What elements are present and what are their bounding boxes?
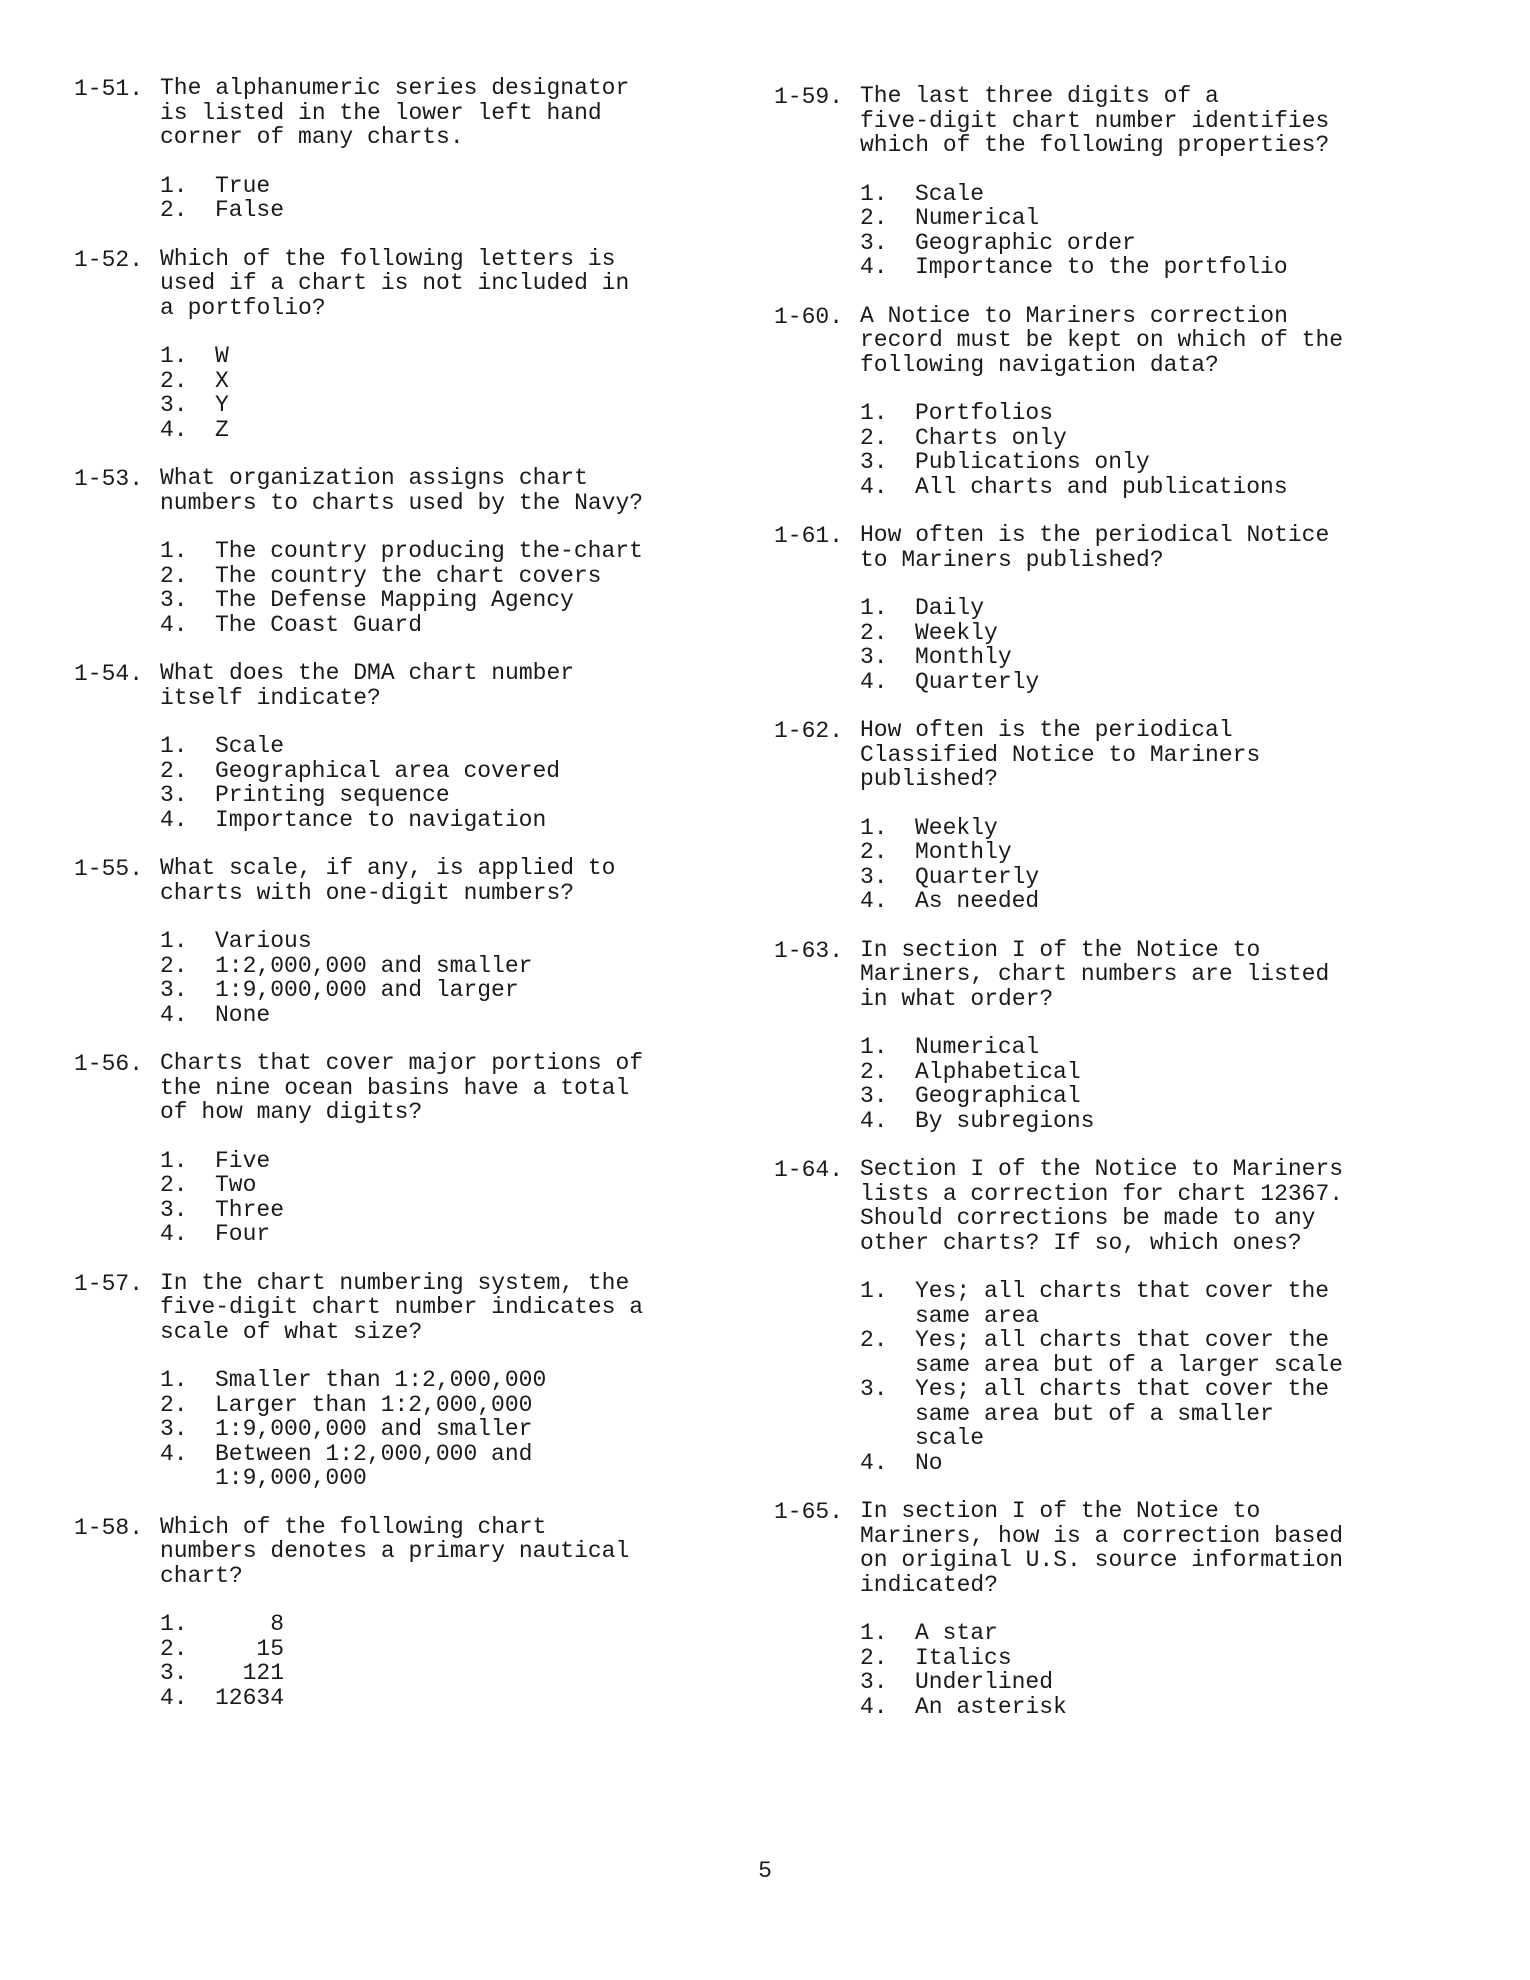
choice-number: 2. xyxy=(160,197,188,223)
choice-text: Charts only xyxy=(915,424,1067,451)
choice-number: 2. xyxy=(160,1635,188,1662)
choice-number: 3. xyxy=(160,587,188,613)
choice-number: 3. xyxy=(860,644,888,670)
choice-number: 2. xyxy=(860,205,888,231)
answer-choice xyxy=(160,1661,692,1686)
choice-number: 3. xyxy=(160,977,188,1003)
answer-choice xyxy=(860,1328,1392,1377)
choice-number: 1. xyxy=(860,1034,888,1060)
choice-text: Daily xyxy=(915,595,985,621)
choice-text: Geographic order xyxy=(915,229,1136,256)
choice-text: Geographical area covered xyxy=(215,757,561,784)
choice-number: 2. xyxy=(160,1172,188,1198)
choice-text: None xyxy=(215,1001,271,1028)
choice-number: 4. xyxy=(860,1107,888,1134)
answer-choices xyxy=(160,929,692,1027)
choice-text: Portfolios xyxy=(915,400,1054,426)
question-text: In section I of the Notice to Mariners, chart numbers are listed in what order? xyxy=(860,936,1330,1012)
choice-text: 12634 xyxy=(215,1684,285,1711)
choice-text: Printing sequence xyxy=(215,782,450,808)
choice-text: Geographical xyxy=(915,1083,1081,1109)
answer-choice xyxy=(860,816,1392,841)
answer-choice xyxy=(160,734,692,759)
answer-choice xyxy=(860,645,1392,670)
question-number: 1-65. xyxy=(774,1499,844,1525)
choice-text: An asterisk xyxy=(915,1693,1067,1720)
choice-text: Publications only xyxy=(915,449,1150,475)
left-column xyxy=(52,76,692,1734)
question-text: What scale, if any, is applied to charts with one-digit numbers? xyxy=(160,855,616,906)
answer-choice xyxy=(160,1173,692,1198)
answer-choice xyxy=(860,255,1392,280)
choice-number: 3. xyxy=(860,449,888,475)
choice-text: Yes; all charts that cover the same area but of a larger scale xyxy=(915,1327,1343,1378)
answer-choice xyxy=(160,1368,692,1393)
question xyxy=(752,304,1392,500)
answer-choice xyxy=(160,954,692,979)
choice-text: Four xyxy=(215,1221,271,1247)
choice-number: 1. xyxy=(160,172,188,199)
choice-text: The Defense Mapping Agency xyxy=(215,587,574,613)
question-text: Which of the following chart numbers denotes a primary nautical chart? xyxy=(160,1513,630,1589)
choice-text: Between 1:2,000,000 and 1:9,000,000 xyxy=(215,1440,533,1491)
choice-number: 2. xyxy=(860,424,888,451)
choice-text: 1:9,000,000 and smaller xyxy=(215,1416,533,1442)
choice-number: 4. xyxy=(160,611,188,638)
answer-choices xyxy=(160,1149,692,1247)
choice-number: 2. xyxy=(860,1327,888,1353)
choice-text: W xyxy=(215,343,229,369)
question xyxy=(752,938,1392,1134)
question-text: What organization assigns chart numbers to charts used by the Navy? xyxy=(160,465,644,516)
choice-number: 4. xyxy=(860,668,888,695)
answer-choice xyxy=(160,1149,692,1174)
choice-text: 8 xyxy=(215,1611,285,1637)
question-number: 1-54. xyxy=(74,661,144,687)
answer-choice xyxy=(860,889,1392,914)
answer-choice xyxy=(160,393,692,418)
choice-number: 4. xyxy=(860,473,888,500)
choice-number: 4. xyxy=(160,806,188,833)
answer-choice xyxy=(160,1417,692,1442)
question xyxy=(52,1051,692,1247)
answer-choice xyxy=(160,418,692,443)
choice-text: The Coast Guard xyxy=(215,611,423,638)
question-number: 1-61. xyxy=(774,523,844,549)
choice-number: 3. xyxy=(160,1416,188,1442)
question xyxy=(52,856,692,1027)
choice-number: 1. xyxy=(860,1620,888,1646)
question xyxy=(752,1499,1392,1719)
answer-choices xyxy=(160,174,692,223)
answer-choices xyxy=(860,182,1392,280)
answer-choice xyxy=(860,1109,1392,1134)
answer-choices xyxy=(860,816,1392,914)
question-number: 1-51. xyxy=(74,76,144,102)
answer-choice xyxy=(860,206,1392,231)
choice-text: Quarterly xyxy=(915,863,1040,890)
choice-number: 4. xyxy=(160,1440,188,1467)
choice-number: 1. xyxy=(160,1611,188,1637)
answer-choice xyxy=(160,564,692,589)
choice-text: Underlined xyxy=(915,1669,1054,1695)
answer-choice xyxy=(160,1003,692,1028)
answer-choices xyxy=(860,1035,1392,1133)
answer-choice xyxy=(860,1035,1392,1060)
choice-text: Z xyxy=(215,416,229,443)
choice-text: Weekly xyxy=(915,619,998,646)
answer-choice xyxy=(160,929,692,954)
question-text: In the chart numbering system, the five-digit chart number indicates a scale of what size? xyxy=(160,1269,644,1345)
choice-text: 121 xyxy=(215,1660,285,1686)
answer-choice xyxy=(860,450,1392,475)
question-text: How often is the periodical Notice to Mariners published? xyxy=(860,522,1330,573)
question-number: 1-62. xyxy=(774,718,844,744)
answer-choices xyxy=(160,734,692,832)
choice-number: 3. xyxy=(160,392,188,418)
answer-choice xyxy=(860,182,1392,207)
choice-number: 1. xyxy=(160,928,188,954)
question-text: Charts that cover major portions of the nine ocean basins have a total of how many digits? xyxy=(160,1050,644,1125)
choice-text: False xyxy=(215,197,285,223)
choice-text: The country the chart covers xyxy=(215,562,602,589)
choice-number: 1. xyxy=(160,538,188,564)
choice-number: 1. xyxy=(860,180,888,207)
answer-choice xyxy=(160,1393,692,1418)
answer-choice xyxy=(160,539,692,564)
question xyxy=(52,466,692,637)
choice-number: 2. xyxy=(160,952,188,979)
choice-number: 4. xyxy=(860,1449,888,1476)
choice-text: Five xyxy=(215,1147,271,1174)
choice-number: 3. xyxy=(860,1669,888,1695)
choice-text: Smaller than 1:2,000,000 xyxy=(215,1367,547,1393)
choice-number: 2. xyxy=(860,1058,888,1085)
choice-number: 3. xyxy=(860,1083,888,1109)
answer-choice xyxy=(860,1670,1392,1695)
choice-number: 4. xyxy=(160,1001,188,1028)
answer-choices xyxy=(160,344,692,442)
choice-text: No xyxy=(915,1449,943,1476)
choice-text: Importance to the portfolio xyxy=(915,254,1288,280)
answer-choice xyxy=(860,621,1392,646)
choice-number: 4. xyxy=(860,1693,888,1720)
choice-number: 3. xyxy=(160,1660,188,1686)
choice-text: Importance to navigation xyxy=(215,806,547,833)
question-text: In section I of the Notice to Mariners, how is a correction based on original U.S. source information indicated? xyxy=(860,1498,1344,1598)
answer-choice xyxy=(160,1686,692,1711)
choice-text: By subregions xyxy=(915,1107,1095,1134)
choice-text: Italics xyxy=(915,1644,1012,1671)
choice-text: Alphabetical xyxy=(915,1058,1081,1085)
choice-number: 1. xyxy=(860,595,888,621)
answer-choice xyxy=(160,1442,692,1491)
answer-choice xyxy=(160,1222,692,1247)
choice-text: Yes; all charts that cover the same area xyxy=(915,1278,1330,1329)
question-number: 1-55. xyxy=(74,856,144,882)
choice-number: 3. xyxy=(860,1376,888,1402)
choice-text: Scale xyxy=(915,180,985,207)
choice-number: 1. xyxy=(160,1147,188,1174)
choice-text: A star xyxy=(915,1620,998,1646)
question-number: 1-59. xyxy=(774,84,844,110)
choice-number: 2. xyxy=(160,757,188,784)
answer-choices xyxy=(160,1368,692,1491)
choice-number: 2. xyxy=(160,367,188,394)
choice-number: 2. xyxy=(860,1644,888,1671)
choice-text: 1:9,000,000 and larger xyxy=(215,977,519,1003)
choice-number: 3. xyxy=(860,863,888,890)
answer-choice xyxy=(160,978,692,1003)
choice-text: 15 xyxy=(215,1635,285,1662)
answer-choice xyxy=(860,1646,1392,1671)
answer-choices xyxy=(160,539,692,637)
answer-choice xyxy=(860,1451,1392,1476)
choice-number: 2. xyxy=(860,619,888,646)
question-text: Section I of the Notice to Mariners lists a correction for chart 12367. Should corrections be made to any other charts? If so, which ones? xyxy=(860,1156,1344,1256)
choice-number: 4. xyxy=(860,254,888,280)
choice-text: Various xyxy=(215,928,312,954)
choice-text: Two xyxy=(215,1172,257,1198)
answer-choice xyxy=(160,369,692,394)
choice-number: 2. xyxy=(160,562,188,589)
answer-choice xyxy=(860,865,1392,890)
question-number: 1-53. xyxy=(74,466,144,492)
answer-choices xyxy=(160,1612,692,1710)
answer-choice xyxy=(860,475,1392,500)
choice-number: 1. xyxy=(860,814,888,841)
answer-choice xyxy=(160,588,692,613)
choice-number: 4. xyxy=(860,888,888,914)
choice-number: 1. xyxy=(160,343,188,369)
answer-choice xyxy=(160,613,692,638)
answer-choice xyxy=(160,808,692,833)
choice-number: 2. xyxy=(860,839,888,865)
answer-choice xyxy=(860,840,1392,865)
choice-number: 3. xyxy=(160,1196,188,1223)
choice-text: 1:2,000,000 and smaller xyxy=(215,952,533,979)
question-text: How often is the periodical Classified Notice to Mariners published? xyxy=(860,717,1261,792)
choice-number: 4. xyxy=(160,1684,188,1711)
answer-choice xyxy=(860,1695,1392,1720)
choice-text: As needed xyxy=(915,888,1040,914)
choice-text: Larger than 1:2,000,000 xyxy=(215,1391,533,1418)
answer-choice xyxy=(860,426,1392,451)
choice-text: X xyxy=(215,367,229,394)
choice-text: Yes; all charts that cover the same area but of a smaller scale xyxy=(915,1376,1330,1451)
answer-choices xyxy=(860,1621,1392,1719)
choice-text: Three xyxy=(215,1196,285,1223)
answer-choice xyxy=(860,1279,1392,1328)
choice-text: Monthly xyxy=(915,839,1012,865)
answer-choice xyxy=(160,1637,692,1662)
question-text: A Notice to Mariners correction record must be kept on which of the following navigation data? xyxy=(860,302,1344,378)
question xyxy=(752,718,1392,914)
choice-text: Quarterly xyxy=(915,668,1040,695)
answer-choice xyxy=(860,1060,1392,1085)
page-number: 5 xyxy=(758,1858,772,1884)
question-text: The alphanumeric series designator is listed in the lower left hand corner of many charts. xyxy=(160,75,630,150)
answer-choice xyxy=(860,401,1392,426)
choice-text: All charts and publications xyxy=(915,473,1288,500)
choice-text: Scale xyxy=(215,733,285,759)
choice-number: 2. xyxy=(160,1391,188,1418)
question-number: 1-52. xyxy=(74,246,144,273)
question-number: 1-63. xyxy=(774,937,844,964)
choice-text: Numerical xyxy=(915,1034,1040,1060)
choice-number: 1. xyxy=(860,1278,888,1304)
question-number: 1-58. xyxy=(74,1514,144,1541)
question xyxy=(752,84,1392,280)
choice-number: 1. xyxy=(160,733,188,759)
answer-choice xyxy=(860,231,1392,256)
choice-text: Monthly xyxy=(915,644,1012,670)
answer-choice xyxy=(160,783,692,808)
right-column xyxy=(752,84,1392,1743)
question xyxy=(52,661,692,832)
answer-choice xyxy=(160,198,692,223)
choice-number: 1. xyxy=(160,1367,188,1393)
choice-number: 4. xyxy=(160,1221,188,1247)
question-number: 1-64. xyxy=(774,1157,844,1183)
answer-choices xyxy=(860,401,1392,499)
question-number: 1-56. xyxy=(74,1051,144,1077)
answer-choices xyxy=(860,596,1392,694)
answer-choice xyxy=(160,759,692,784)
answer-choice xyxy=(860,1084,1392,1109)
question-text: The last three digits of a five-digit chart number identifies which of the following properties? xyxy=(860,83,1330,158)
question xyxy=(752,1157,1392,1475)
choice-number: 3. xyxy=(860,229,888,256)
choice-number: 1. xyxy=(860,400,888,426)
question xyxy=(52,1271,692,1491)
answer-choice xyxy=(160,1198,692,1223)
question xyxy=(52,247,692,443)
question-number: 1-60. xyxy=(774,303,844,330)
answer-choice xyxy=(860,670,1392,695)
answer-choice xyxy=(160,1612,692,1637)
answer-choice xyxy=(160,174,692,199)
question xyxy=(752,523,1392,694)
answer-choice xyxy=(860,1621,1392,1646)
question-text: What does the DMA chart number itself indicate? xyxy=(160,660,575,711)
choice-text: Weekly xyxy=(915,814,998,841)
question xyxy=(52,76,692,223)
choice-number: 4. xyxy=(160,416,188,443)
choice-text: Y xyxy=(215,392,229,418)
choice-number: 3. xyxy=(160,782,188,808)
choice-text: The country producing the-chart xyxy=(215,538,643,564)
answer-choice xyxy=(860,1377,1392,1451)
question-text: Which of the following letters is used if a chart is not included in a portfolio? xyxy=(160,245,630,321)
answer-choice xyxy=(160,344,692,369)
choice-text: True xyxy=(215,172,271,199)
choice-text: Numerical xyxy=(915,205,1040,231)
question xyxy=(52,1515,692,1711)
answer-choices xyxy=(860,1279,1392,1475)
answer-choice xyxy=(860,596,1392,621)
question-number: 1-57. xyxy=(74,1270,144,1297)
